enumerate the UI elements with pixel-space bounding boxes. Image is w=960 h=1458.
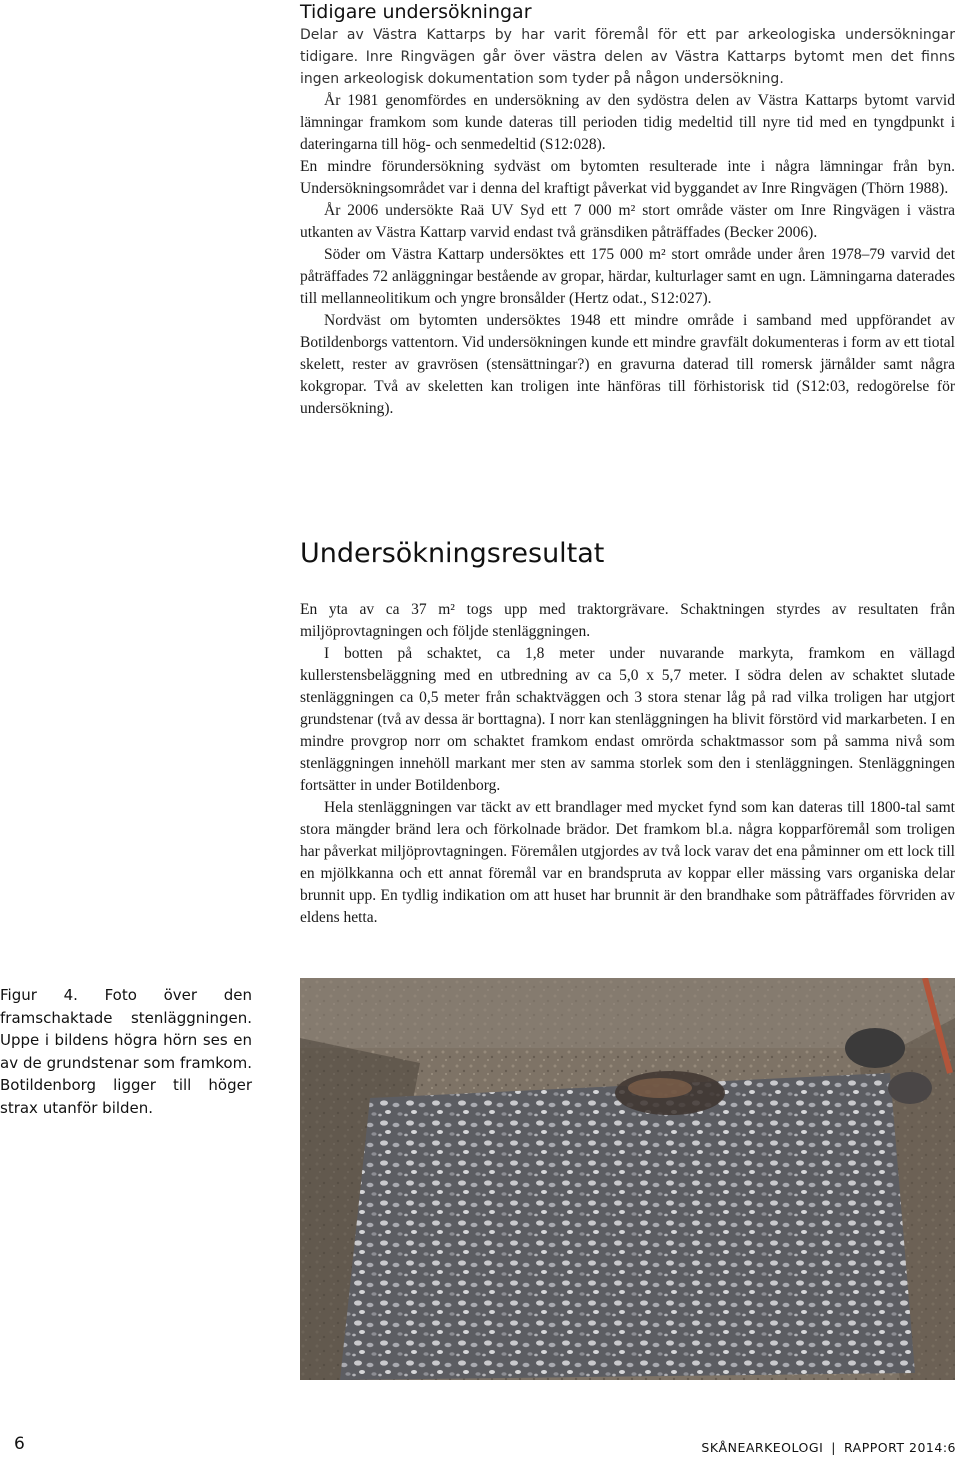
report-number: RAPPORT 2014:6 (843, 1440, 956, 1455)
paragraph: Hela stenläggningen var täckt av ett brandlager med mycket fynd som kan dateras till 1800-tal samt stora mängder bränd lera och förkolnade brädor. Det framkom bl.a. några kopparföremål som troligen har påverkat miljöprovtagningen. Föremålen utgjordes av två lock varav det ena påminner om ett lock till en mjölkkanna och ett annat föremål var en brandspruta av koppar eller mässing vars organiska delar brunnit upp. En tydlig indikation om att huset har brunnit är den brandhake som påträffades förvriden av eldens hetta. (300, 799, 955, 926)
paragraph: Söder om Västra Kattarp undersöktes ett 175 000 m² stort område under åren 1978–79 varvid det påträffades 72 anläggningar bestående av gropar, härdar, kulturlager samt en ugn. Lämningarna daterades till mellanneolitikum och yngre bronsålder (Hertz odat., S12:027). (300, 246, 955, 307)
paragraph: I botten på schaktet, ca 1,8 meter under nuvarande markyta, framkom en vällagd kullerstensbeläggning med en utbredning av ca 5,0 x 5,7 meter. I södra delen av schaktet slutade stenläggningen ca 0,5 meter från schaktväggen och 3 stora stenar låg på rad vilka troligen har utgjort grundstenar (två av dessa är borttagna). I norr kan stenläggningen ha blivit förstörd vid markarbeten. I en mindre provgrop norr om schaktet framkom endast omrörda schaktmassor som på samma nivå som stenläggningen innehöll markant mer sten av samma storlek som den i stenläggningen. Stenläggningen fortsätter in under Botildenborg. (300, 645, 955, 794)
figure-caption: Figur 4. Foto över den framschaktade stenläggningen. Uppe i bildens högra hörn ses en av de grundstenar som framkom. Botildenborg ligger till höger strax utanför bilden. (0, 986, 252, 1117)
footer-separator: | (831, 1440, 836, 1455)
cobblestone-photo-illustration (300, 978, 955, 1380)
paragraph: År 2006 undersökte Raä UV Syd ett 7 000 m² stort område väster om Inre Ringvägen i västra utkanten av Västra Kattarp varvid endast två gränsdiken påträffades (Becker 2006). (300, 202, 955, 241)
paragraph: En mindre förundersökning sydväst om bytomten resulterade inte i några lämningar från byn. Undersökningsområdet var i denna del kraftigt påverkat vid byggandet av Inre Ringvägen (Thörn 1988). (300, 158, 955, 197)
paragraph: År 1981 genomfördes en undersökning av den sydöstra delen av Västra Kattarps bytomt varvid lämningar framkom som kunde dateras till perioden tidig medeltid till nyre tid med en tyngdpunkt i dateringarna till hög- och senmedeltid (S12:028). (300, 92, 955, 153)
section-heading: Tidigare undersökningar (300, 1, 532, 23)
section-results (300, 537, 955, 929)
paragraph: En yta av ca 37 m² togs upp med traktorgrävare. Schaktningen styrdes av resultaten från miljöprovtagningen och följde stenläggningen. (300, 601, 955, 640)
paragraph: Delar av Västra Kattarps by har varit föremål för ett par arkeologiska undersökningar tidigare. Inre Ringvägen går över västra delen av Västra Kattarps bytomt men det finns ingen arkeologisk dokumentation som tyder på någon undersökning. (300, 27, 955, 87)
excavation-photo (300, 978, 955, 1380)
section-previous-investigations (300, 0, 955, 420)
running-footer (701, 1440, 956, 1455)
publication-name: SKÅNEARKEOLOGI (701, 1440, 824, 1455)
paragraph: Nordväst om bytomten undersöktes 1948 ett mindre område i samband med uppförandet av Botildenborgs vattentorn. Vid undersökningen kunde ett mindre gravfält dokumenteras i form av ett tiotal skelett, rester av gravrösen (stensättningar?) en gravurna daterad till romersk järnålder samt några kokgropar. Två av skeletten kan troligen inte hänföras till förhistorisk tid (S12:03, redogörelse för undersökning). (300, 312, 955, 417)
page-number: 6 (14, 1434, 25, 1454)
page-heading: Undersökningsresultat (300, 538, 605, 569)
